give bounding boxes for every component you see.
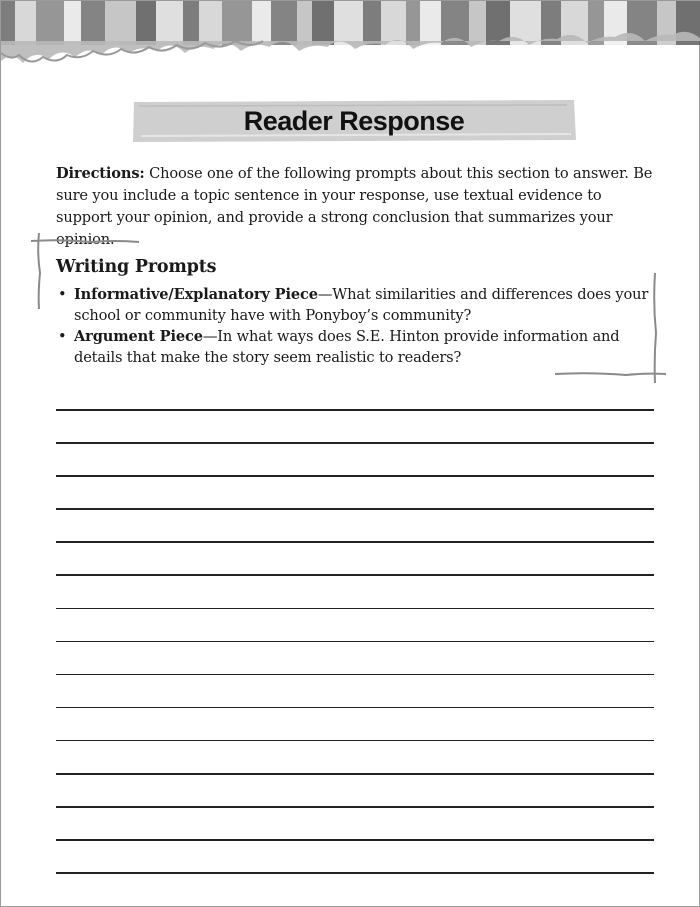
answer-line[interactable] [56,574,654,576]
prompt-text: —In what ways does S.E. Hinton provide information and details that make the story seem realistic to readers? [74,328,620,366]
answer-line[interactable] [56,641,654,643]
bullet: • [58,328,67,345]
answer-line[interactable] [56,740,654,742]
banner-art [1,1,700,73]
answer-line[interactable] [56,806,654,808]
answer-line[interactable] [56,773,654,775]
answer-lines [56,409,654,905]
prompt-item [56,284,656,326]
answer-line[interactable] [56,508,654,510]
answer-line[interactable] [56,707,654,709]
answer-line[interactable] [56,541,654,543]
writing-prompts-heading: Writing Prompts [56,257,217,277]
prompt-kind: Informative/Explanatory Piece [74,286,318,303]
answer-line[interactable] [56,839,654,841]
answer-line[interactable] [56,475,654,477]
answer-line[interactable] [56,409,654,411]
answer-line[interactable] [56,872,654,874]
directions-text: Choose one of the following prompts about this section to answer. Be sure you include a topic sentence in your response, use textual evidence to support your opinion, and provide a strong conclusion that summarizes your opinion. [56,165,653,248]
grunge-header-banner [1,1,700,73]
page-title: Reader Response [243,106,465,136]
directions-label: Directions: [56,165,145,182]
answer-line[interactable] [56,674,654,676]
title-plate [131,100,577,142]
bullet: • [58,286,67,303]
prompt-kind: Argument Piece [74,328,203,345]
prompt-text: —What similarities and differences does your school or community have with Ponyboy’s community? [74,286,649,324]
prompt-item [56,326,656,368]
answer-line[interactable] [56,608,654,610]
writing-prompts-list [56,284,656,368]
answer-line[interactable] [56,442,654,444]
